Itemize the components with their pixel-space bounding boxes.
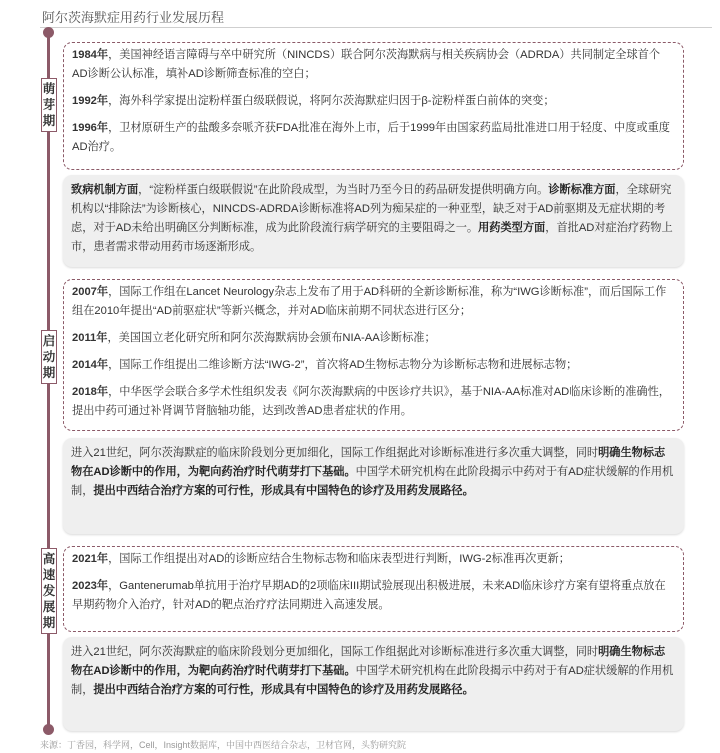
event-item xyxy=(72,577,675,615)
event-year: 2014年 xyxy=(72,359,109,371)
summary-segment: 中国学术研究机构在此阶段揭示中药对于有AD症状缓解的作用机制， xyxy=(71,466,674,497)
summary-segment: 明确生物标志物在AD诊断中的作用，为靶向药治疗时代萌芽打下基础。 xyxy=(71,646,666,677)
phase-label-text: 高速发展期 xyxy=(42,552,56,630)
event-item xyxy=(72,356,675,375)
event-item xyxy=(72,550,675,569)
phase-summary-rapid-growth xyxy=(63,637,684,731)
event-year: 1996年 xyxy=(72,122,109,134)
summary-segment: 诊断标准方面 xyxy=(548,184,616,196)
event-text: ，中华医学会联合多学术性组织发表《阿尔茨海默病的中医诊疗共识》，基于NIA-AA标准对AD临床诊断的准确性，提出中药可通过补肾调节肾脑轴功能，达到改善AD患者症状的作用。 xyxy=(72,386,670,417)
source-footnote: 来源：丁香园，科学网，Cell，Insight数据库，中国中西医结合杂志，卫材官网，头豹研究院 xyxy=(40,740,407,750)
event-text: ，美国神经语言障碍与卒中研究所（NINCDS）联合阿尔茨海默病与相关疾病协会（ADRDA）共同制定全球首个AD诊断公认标准，填补AD诊断筛查标准的空白； xyxy=(72,49,661,80)
title-divider xyxy=(40,27,712,28)
summary-segment: 明确生物标志物在AD诊断中的作用，为靶向药治疗时代萌芽打下基础。 xyxy=(71,447,666,478)
event-text: ，国际工作组在Lancet Neurology杂志上发布了用于AD科研的全新诊断标准，称为“IWG诊断标准”，而后国际工作组在2010年提出“AD前驱症状”等新兴概念，并对AD临床前期不同状态进行区分； xyxy=(72,286,667,317)
summary-segment: ，“淀粉样蛋白级联假说”在此阶段成型，为当时乃至今日的药品研发提供明确方向。 xyxy=(138,184,549,196)
summary-segment: ，首批AD对症治疗药物上市，患者需求带动用药市场逐渐形成。 xyxy=(71,222,673,253)
phase-label-text: 萌芽期 xyxy=(42,82,56,128)
event-item xyxy=(72,383,675,421)
page-title: 阿尔茨海默症用药行业发展历程 xyxy=(42,10,225,25)
event-text: ，海外科学家提出淀粉样蛋白级联假说，将阿尔茨海默症归因于β-淀粉样蛋白前体的突变； xyxy=(108,95,555,107)
event-year: 2011年 xyxy=(72,332,108,344)
phase-events-emergence xyxy=(63,42,684,170)
summary-segment: 提出中西结合治疗方案的可行性，形成具有中国特色的诊疗及用药发展路径。 xyxy=(93,485,474,497)
timeline-end-dot xyxy=(43,724,54,735)
event-text: ，美国国立老化研究所和阿尔茨海默病协会颁布NIA-AA诊断标准； xyxy=(107,332,436,344)
phase-summary-startup xyxy=(63,438,684,534)
event-year: 1984年 xyxy=(72,49,109,61)
event-text: ，国际工作组提出对AD的诊断应结合生物标志物和临床表型进行判断，IWG-2标准再次更新； xyxy=(108,553,570,565)
summary-segment: 中国学术研究机构在此阶段揭示中药对于有AD症状缓解的作用机制， xyxy=(71,665,674,696)
event-item xyxy=(72,92,675,111)
event-text: ，卫材原研生产的盐酸多奈哌齐获FDA批准在海外上市，后于1999年由国家药监局批准进口用于轻度、中度或重度AD治疗。 xyxy=(72,122,670,153)
summary-segment: 致病机制方面 xyxy=(71,184,139,196)
event-item xyxy=(72,329,675,348)
summary-segment: 进入21世纪，阿尔茨海默症的临床阶段划分更加细化，国际工作组据此对诊断标准进行多次重大调整，同时 xyxy=(71,447,599,459)
phase-events-startup xyxy=(63,279,684,431)
event-item xyxy=(72,46,675,84)
summary-segment: 提出中西结合治疗方案的可行性，形成具有中国特色的诊疗及用药发展路径。 xyxy=(93,684,474,696)
event-item xyxy=(72,119,675,157)
event-item xyxy=(72,283,675,321)
phase-label-emergence xyxy=(41,78,57,132)
event-year: 2023年 xyxy=(72,580,109,592)
phase-summary-emergence xyxy=(63,175,684,267)
summary-segment: 用药类型方面 xyxy=(478,222,546,234)
phase-label-rapid-growth xyxy=(41,548,57,634)
event-text: ，国际工作组提出二维诊断方法“IWG-2”，首次将AD生物标志物分为诊断标志物和进展标志物； xyxy=(108,359,578,371)
event-year: 2021年 xyxy=(72,553,109,565)
phase-label-text: 启动期 xyxy=(42,334,56,380)
phase-label-startup xyxy=(41,330,57,384)
summary-segment: 进入21世纪，阿尔茨海默症的临床阶段划分更加细化，国际工作组据此对诊断标准进行多次重大调整，同时 xyxy=(71,646,599,658)
event-year: 1992年 xyxy=(72,95,109,107)
event-text: ，Gantenerumab单抗用于治疗早期AD的2项临床III期试验展现出积极进展，未来AD临床诊疗方案有望将重点放在早期药物介入治疗，针对AD的靶点治疗疗法同期进入高速发展。 xyxy=(72,580,666,611)
timeline-start-dot xyxy=(43,27,54,38)
event-year: 2018年 xyxy=(72,386,109,398)
event-year: 2007年 xyxy=(72,286,109,298)
phase-events-rapid-growth xyxy=(63,546,684,632)
summary-segment: ，全球研究机构以“排除法”为诊断核心，NINCDS-ADRDA诊断标准将AD列为痴呆症的一种亚型，缺乏对于AD前驱期及无症状期的考虑，对于AD未给出明确区分判断标准，成为此阶段流行病学研究的主要阻碍之一。 xyxy=(71,184,672,234)
